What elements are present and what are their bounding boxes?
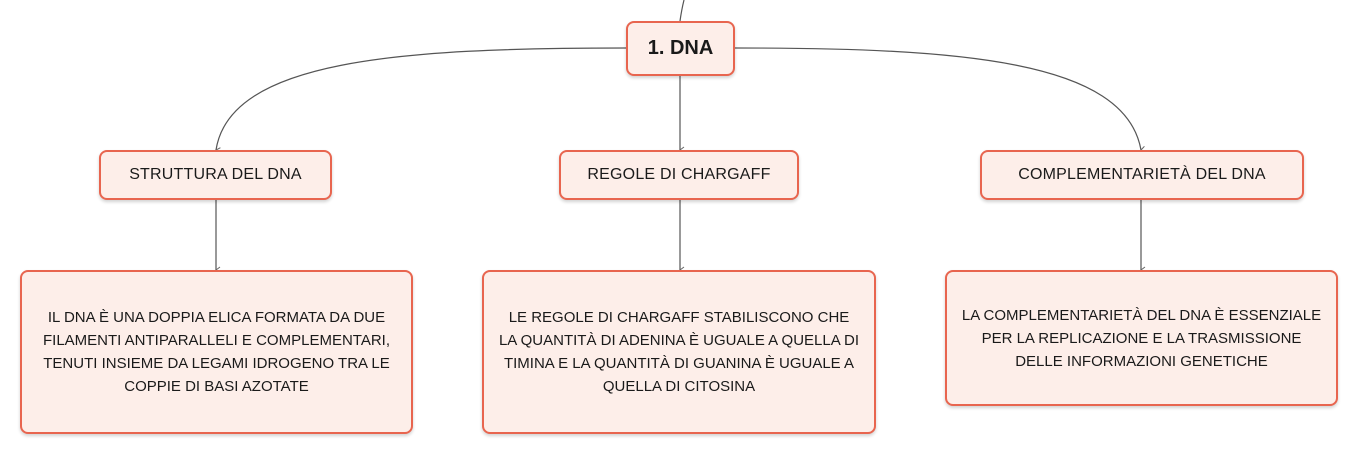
topic-node-chargaff[interactable]	[559, 150, 799, 200]
detail-node-text: LE REGOLE DI CHARGAFF STABILISCONO CHE LA QUANTITÀ DI ADENINA È UGUALE A QUELLA DI TIMINA E LA QUANTITÀ DI GUANINA È UGUALE A QUELLA DI CITOSINA	[498, 309, 860, 395]
root-node-dna[interactable]	[626, 21, 735, 76]
detail-node-complementarieta[interactable]	[945, 270, 1338, 406]
topic-node-label: STRUTTURA DEL DNA	[129, 166, 302, 183]
topic-node-label: COMPLEMENTARIETÀ DEL DNA	[1018, 166, 1266, 183]
connector-root-to-complementarieta	[735, 48, 1141, 150]
detail-node-text: LA COMPLEMENTARIETÀ DEL DNA È ESSENZIALE PER LA REPLICAZIONE E LA TRASMISSIONE DELLE INFORMAZIONI GENETICHE	[961, 306, 1322, 370]
connector-incoming	[680, 0, 684, 21]
topic-node-struttura[interactable]	[99, 150, 332, 200]
topic-node-complementarieta[interactable]	[980, 150, 1304, 200]
topic-node-label: REGOLE DI CHARGAFF	[587, 166, 771, 183]
detail-node-chargaff[interactable]	[482, 270, 876, 434]
detail-node-struttura[interactable]	[20, 270, 413, 434]
detail-node-text: IL DNA È UNA DOPPIA ELICA FORMATA DA DUE FILAMENTI ANTIPARALLELI E COMPLEMENTARI, TENUTI INSIEME DA LEGAMI IDROGENO TRA LE COPPIE DI BASI AZOTATE	[42, 309, 391, 395]
root-node-label: 1. DNA	[647, 37, 714, 59]
connector-root-to-struttura	[216, 48, 626, 150]
